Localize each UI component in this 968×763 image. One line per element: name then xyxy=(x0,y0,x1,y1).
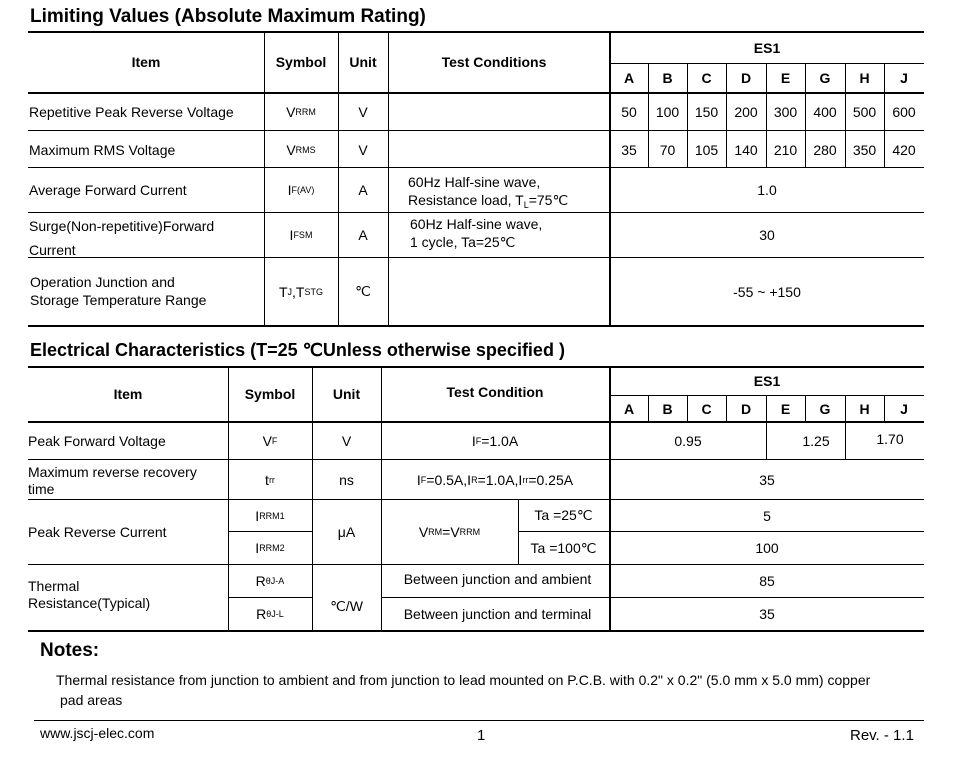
test-text-end: =75℃ xyxy=(528,192,569,208)
symbol-main: I xyxy=(255,540,260,556)
vrms-value-0: 35 xyxy=(621,141,637,158)
row-trr-value: 35 xyxy=(759,471,775,488)
test-text: I xyxy=(471,432,476,449)
vrrm-value-5: 400 xyxy=(813,103,837,120)
t2-grade-header-1: B xyxy=(662,400,673,417)
t2-grade-header-3: D xyxy=(740,400,752,417)
symbol-sub: θJ-A xyxy=(265,576,285,586)
row-irr-value1: 5 xyxy=(763,507,771,524)
footer-page-number: 1 xyxy=(477,727,486,744)
vrms-value-5: 280 xyxy=(813,141,837,158)
row-vrrm-symbol xyxy=(264,93,338,130)
t2-header-test-condition: Test Condition xyxy=(446,384,544,400)
row-vrms-symbol xyxy=(264,131,338,168)
grade-header-1: B xyxy=(662,70,673,86)
row-vrrm-unit: V xyxy=(358,103,368,120)
row-ifsm-value: 30 xyxy=(759,227,775,243)
test-sub: F xyxy=(420,474,427,485)
cond-text: V xyxy=(418,524,429,540)
row-ifav-test-line1: 60Hz Half-sine wave, xyxy=(408,174,541,190)
symbol-main: t xyxy=(265,471,269,488)
symbol-sub: F xyxy=(271,435,278,446)
row-rth-item-line2: Resistance(Typical) xyxy=(28,595,151,611)
grade-header-6: H xyxy=(859,70,870,86)
symbol-sub: RRM xyxy=(295,106,316,117)
symbol-sub: RRM2 xyxy=(259,543,285,553)
footer-revision: Rev. - 1.1 xyxy=(850,727,914,744)
vrrm-value-7: 600 xyxy=(892,103,916,120)
row-vf-symbol xyxy=(228,422,312,459)
vrms-value-4: 210 xyxy=(773,141,798,158)
vrrm-value-4: 300 xyxy=(773,103,798,120)
header-unit: Unit xyxy=(349,54,377,70)
row-trr-test xyxy=(381,460,609,499)
row-temp-symbol xyxy=(264,258,338,325)
symbol-main: I xyxy=(287,182,292,198)
row-ifav-test-line2 xyxy=(408,192,568,210)
row-vrms-item: Maximum RMS Voltage xyxy=(29,141,176,158)
symbol-sub: STG xyxy=(304,286,324,297)
row-rth-value2: 35 xyxy=(759,606,775,622)
grade-header-3: D xyxy=(740,70,752,86)
row-ifav-item: Average Forward Current xyxy=(29,182,187,198)
t2-grade-header-0: A xyxy=(623,400,635,417)
vrms-value-6: 350 xyxy=(852,141,877,158)
row-ifsm-item-line2: Current xyxy=(29,242,76,258)
notes-title: Notes: xyxy=(40,640,100,661)
symbol-sub: θJ-L xyxy=(266,609,284,619)
row-ifav-unit: A xyxy=(358,182,368,198)
row-vf-value-hj: 1.70 xyxy=(876,430,904,447)
row-irr-unit: μA xyxy=(337,524,356,540)
row-temp-item-line1: Operation Junction and xyxy=(30,274,175,290)
test-sub: F xyxy=(475,435,482,446)
symbol-sub: rr xyxy=(268,474,275,485)
symbol-main: R xyxy=(256,606,267,622)
row-rth-item-line1: Thermal xyxy=(28,578,80,594)
vrms-value-3: 140 xyxy=(734,141,758,158)
row-temp-unit: ℃ xyxy=(355,283,371,299)
test-text: =1.0A,I xyxy=(477,471,523,488)
grade-header-7: J xyxy=(900,70,908,86)
t2-grade-header-7: J xyxy=(900,400,908,417)
symbol-sub: RMS xyxy=(295,144,316,155)
test-text: =0.5A,I xyxy=(426,471,472,488)
row-temp-value: -55 ~ +150 xyxy=(733,283,801,300)
electrical-characteristics-title: Electrical Characteristics (T=25 ℃Unless otherwise specified ) xyxy=(30,340,565,360)
row-trr-symbol xyxy=(228,460,312,499)
symbol-main: V xyxy=(286,103,296,120)
row-temp-item-line2: Storage Temperature Range xyxy=(30,292,207,308)
vrrm-value-1: 100 xyxy=(655,103,680,120)
t2-header-item: Item xyxy=(113,386,143,402)
row-vrrm-item: Repetitive Peak Reverse Voltage xyxy=(29,103,234,120)
symbol-main: V xyxy=(262,432,272,449)
row-irr-value2: 100 xyxy=(755,540,779,556)
row-vf-unit: V xyxy=(341,432,352,449)
symbol-main: V xyxy=(286,141,296,158)
vrrm-value-3: 200 xyxy=(734,103,758,120)
row-trr-unit: ns xyxy=(339,471,354,488)
grade-header-4: E xyxy=(780,70,791,86)
row-irr-ta100: Ta =100℃ xyxy=(530,539,597,556)
grade-header-2: C xyxy=(701,70,712,86)
row-vf-item: Peak Forward Voltage xyxy=(28,432,166,449)
t2-header-part-number: ES1 xyxy=(753,373,781,389)
row-ifsm-item-line1: Surge(Non-repetitive)Forward xyxy=(29,218,215,234)
vrms-value-2: 105 xyxy=(694,141,719,158)
row-irr-ta25: Ta =25℃ xyxy=(534,507,593,523)
test-text-end: =1.0A xyxy=(481,432,519,449)
symbol-sub: RRM1 xyxy=(259,510,285,521)
footer-website[interactable]: www.jscj-elec.com xyxy=(40,725,155,741)
symbol-sub: J xyxy=(287,286,293,297)
row-ifav-value: 1.0 xyxy=(757,182,777,198)
cond-text: =V xyxy=(442,524,460,540)
table1-bottom-border xyxy=(28,325,924,327)
t2-grade-header-5: G xyxy=(819,400,831,417)
symbol-main: R xyxy=(255,573,266,589)
grade-header-0: A xyxy=(623,70,635,86)
test-text: I xyxy=(416,471,421,488)
t2-grade-header-2: C xyxy=(701,400,712,417)
symbol-mid: ,T xyxy=(292,283,305,300)
row-trr-item-line2: time xyxy=(28,481,55,497)
row-rth-value1: 85 xyxy=(759,573,775,589)
t2-grade-header-6: H xyxy=(859,400,870,417)
vrms-value-1: 70 xyxy=(659,141,676,158)
cond-sub: RM xyxy=(428,527,443,537)
test-text: =0.25A xyxy=(528,471,574,488)
test-sub: rr xyxy=(522,474,529,485)
grade-header-5: G xyxy=(819,70,831,86)
notes-line2: pad areas xyxy=(60,692,123,708)
row-ifav-symbol xyxy=(264,168,338,212)
test-text: Resistance load, T xyxy=(408,192,524,208)
test-sub: L xyxy=(523,200,529,210)
table2-bottom-border xyxy=(28,630,924,632)
row-irr-condition xyxy=(381,500,518,564)
symbol-sub: FSM xyxy=(293,230,313,240)
cond-sub: RRM xyxy=(459,527,481,537)
row-ifsm-symbol xyxy=(264,213,338,257)
vrrm-value-0: 50 xyxy=(621,103,637,120)
row-ifsm-test-line1: 60Hz Half-sine wave, xyxy=(410,216,543,232)
vrrm-value-6: 500 xyxy=(852,103,877,120)
notes-line1: Thermal resistance from junction to ambient and from junction to lead mounted on P.C.B. with 0.2" x 0.2" (5.0 mm x 5.0 mm) copper xyxy=(56,672,871,688)
row-rth-unit: ℃/W xyxy=(330,597,363,614)
footer-divider xyxy=(34,720,924,721)
row-rthja-symbol xyxy=(228,565,312,597)
header-item: Item xyxy=(131,54,161,70)
vrms-value-7: 420 xyxy=(892,141,916,158)
row-vf-test xyxy=(381,422,609,459)
test-sub: R xyxy=(471,474,478,485)
row-ifsm-unit: A xyxy=(358,227,368,243)
t2-grade-header-4: E xyxy=(780,400,791,417)
row-rthjl-symbol xyxy=(228,598,312,630)
row-ifsm-test-line2: 1 cycle, Ta=25℃ xyxy=(410,234,516,250)
row-vrms-unit: V xyxy=(358,141,368,158)
header-symbol: Symbol xyxy=(275,54,327,70)
row-rth-cond-terminal: Between junction and terminal xyxy=(403,606,592,622)
row-trr-item-line1: Maximum reverse recovery xyxy=(28,464,197,480)
row-vf-value-eg: 1.25 xyxy=(802,432,830,449)
row-irrm1-symbol xyxy=(228,500,312,531)
row-irrm2-symbol xyxy=(228,532,312,564)
t2-header-symbol: Symbol xyxy=(244,386,296,402)
vrrm-value-2: 150 xyxy=(694,103,719,120)
t2-header-unit: Unit xyxy=(332,386,361,402)
symbol-main: T xyxy=(278,283,288,300)
symbol-main: I xyxy=(289,227,294,243)
row-rth-cond-ambient: Between junction and ambient xyxy=(403,570,592,587)
symbol-main: I xyxy=(255,507,260,524)
symbol-sub: F(AV) xyxy=(291,185,315,195)
header-test-conditions: Test Conditions xyxy=(441,54,547,70)
limiting-values-title: Limiting Values (Absolute Maximum Rating) xyxy=(30,6,426,27)
row-irr-item: Peak Reverse Current xyxy=(28,524,167,540)
row-vf-value-abcd: 0.95 xyxy=(674,432,702,449)
header-part-number: ES1 xyxy=(753,39,781,56)
